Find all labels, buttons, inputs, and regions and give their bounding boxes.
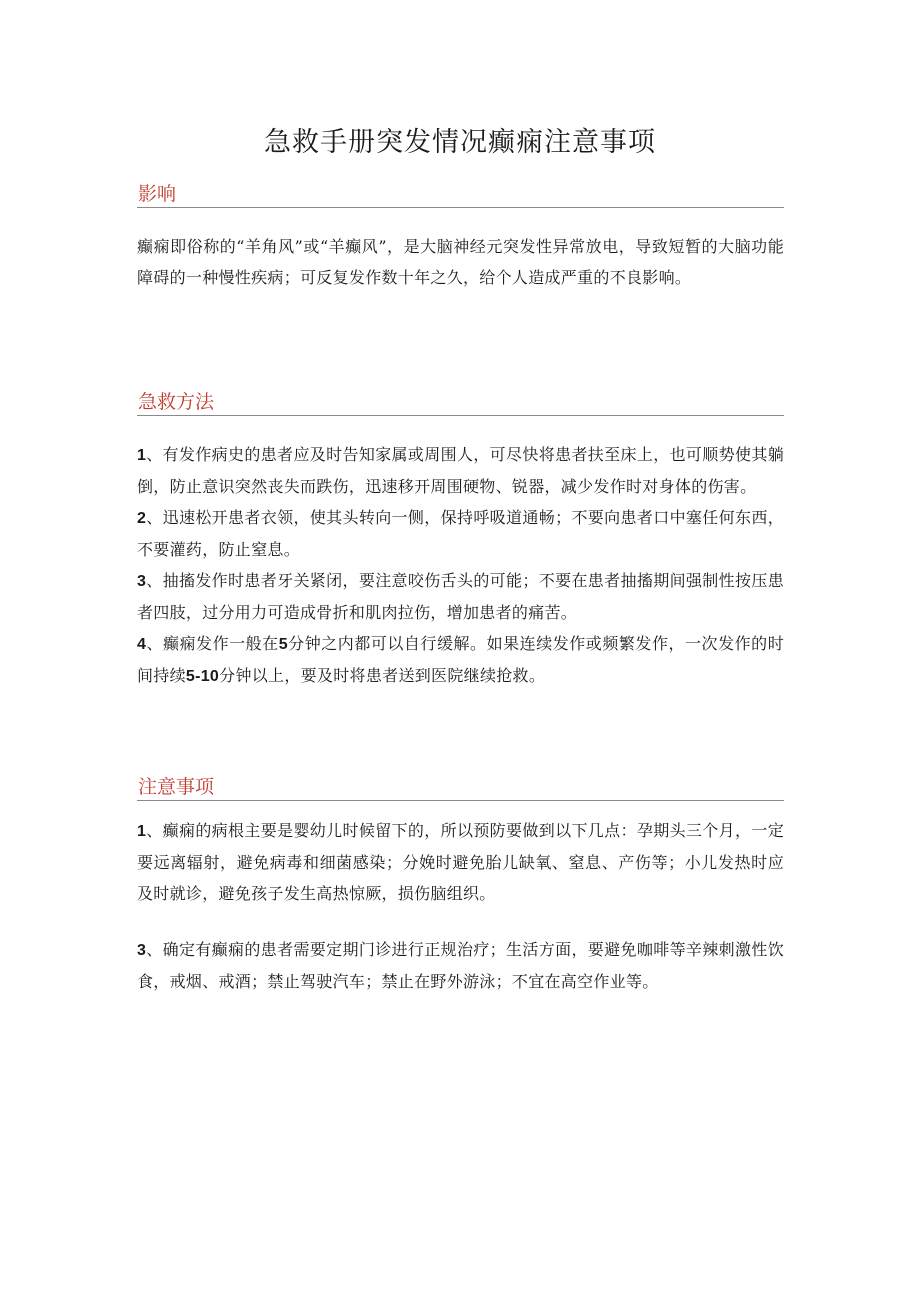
item-text: 、确定有癫痫的患者需要定期门诊进行正规治疗；生活方面，要避免咖啡等辛辣刺激性饮食，戒烟、戒酒；禁止驾驶汽车；禁止在野外游泳；不宜在高空作业等。 <box>137 940 784 991</box>
first-aid-item-4 <box>137 628 784 692</box>
item-text: 、抽搐发作时患者牙关紧闭，要注意咬伤舌头的可能；不要在患者抽搐期间强制性按压患者四肢，过分用力可造成骨折和肌肉拉伤，增加患者的痛苦。 <box>137 571 784 622</box>
first-aid-item-3 <box>137 565 784 628</box>
first-aid-item-1 <box>137 439 784 502</box>
item-number: 2 <box>137 510 147 527</box>
paragraph-gap <box>137 909 784 934</box>
first-aid-list <box>137 439 784 692</box>
page-title: 急救手册突发情况癫痫注意事项 <box>264 127 656 158</box>
item-text: 、迅速松开患者衣领，使其头转向一侧，保持呼吸道通畅；不要向患者口中塞任何东西，不要灌药，防止窒息。 <box>137 508 784 559</box>
section-impact <box>137 181 784 293</box>
section-heading-precautions: 注意事项 <box>137 774 784 801</box>
section-heading-impact: 影响 <box>137 181 784 208</box>
item-text: 、有发作病史的患者应及时告知家属或周围人，可尽快将患者扶至床上，也可顺势使其躺倒，防止意识突然丧失而跌伤，迅速移开周围硬物、锐器，减少发作时对身体的伤害。 <box>137 445 784 496</box>
item-text: 、癫痫发作一般在 <box>146 634 279 653</box>
item-number: 1 <box>137 447 147 464</box>
item-number: 3 <box>137 573 147 590</box>
item-number: 3 <box>137 942 147 959</box>
precaution-item-3 <box>137 934 784 997</box>
item-text: 、癫痫的病根主要是婴幼儿时候留下的，所以预防要做到以下几点：孕期头三个月，一定要远离辐射，避免病毒和细菌感染；分娩时避免胎儿缺氧、窒息、产伤等；小儿发热时应及时就诊，避免孩子发生高热惊厥，损伤脑组织。 <box>137 821 784 903</box>
item-text: 分钟之内都可以自行缓解。如果连续发作或频繁发作，一次发作的时间持续 <box>137 634 784 685</box>
duration-number: 5 <box>278 636 288 653</box>
item-number: 4 <box>137 636 147 653</box>
precaution-item-1 <box>137 815 784 909</box>
section-precautions <box>137 774 784 997</box>
item-text: 分钟以上，要及时将患者送到医院继续抢救。 <box>219 666 546 685</box>
impact-paragraph: 癫痫即俗称的“羊角风”或“羊癫风”，是大脑神经元突发性异常放电，导致短暂的大脑功能障碍的一种慢性疾病；可反复发作数十年之久，给个人造成严重的不良影响。 <box>137 237 784 287</box>
section-first-aid-method <box>137 389 784 692</box>
item-number: 1 <box>137 823 147 840</box>
precautions-list <box>137 815 784 997</box>
duration-range: 5-10 <box>185 668 220 685</box>
section-heading-first-aid-method: 急救方法 <box>137 389 784 416</box>
first-aid-item-2 <box>137 502 784 565</box>
